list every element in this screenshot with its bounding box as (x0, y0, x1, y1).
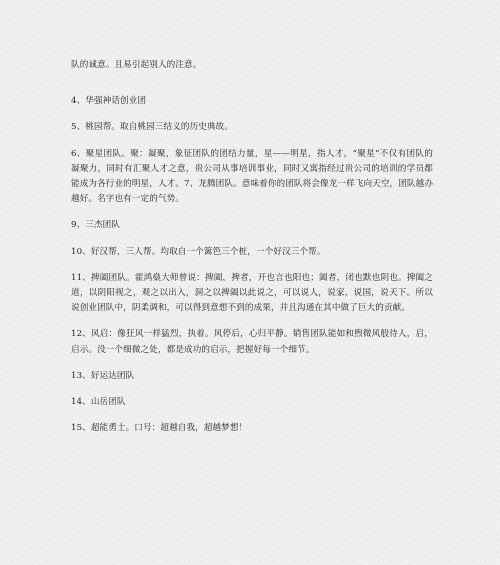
list-item-9: 9、三杰团队 (71, 220, 121, 231)
list-item-14: 14、山岳团队 (71, 397, 126, 408)
document-body (71, 58, 433, 436)
list-item-13: 13、好运达团队 (71, 370, 135, 381)
list-item-11: 11、捭阖团队。霍鸿燊大师曾说：捭阖，捭者，开也言也阳也；阖者，闭也默也阴也。捭阖之道，以阴阳视之，观之以出入，洞之以捭阖以此说之，可以说人，说家，说国，说天下。所以说创业团队中，阴柔调和，可以得到意想不到的成果，并且沟通在其中做了巨大的贡献。 (71, 272, 433, 314)
list-item-10: 10、好汉帮，三人帮。均取自一个篱笆三个桩，一个好汉三个帮。 (71, 246, 326, 257)
list-item-15: 15、超能勇士。口号：超越自我，超越梦想！ (71, 423, 248, 434)
list-item-6: 6、聚星团队。聚：凝聚，象征团队的团结力量，星——明星，指人才，“聚星”不仅有团队的凝聚力，同时有汇聚人才之意，贵公司从事培训事业，同时又寓指经过贵公司的培训的学员都能成为各行业的明星，人才。7、龙腾团队。意味着你的团队将会像龙一样飞向天空，团队越办越好。名字也有一定的气势。 (71, 148, 434, 205)
list-item-5: 5、桃园帮。取自桃园三结义的历史典故。 (71, 122, 234, 133)
paragraph-continuation: 队的诚意。且易引起别人的注意。 (71, 60, 202, 70)
list-item-4: 4、华强神话创业团 (71, 96, 147, 107)
list-item-12: 12、风启：像狂风一样猛烈，执着。风停后，心归平静。销售团队能如和煦微风般待人，启，启示。没一个细微之处，都是成功的启示，把握好每一个细节。 (71, 329, 433, 355)
